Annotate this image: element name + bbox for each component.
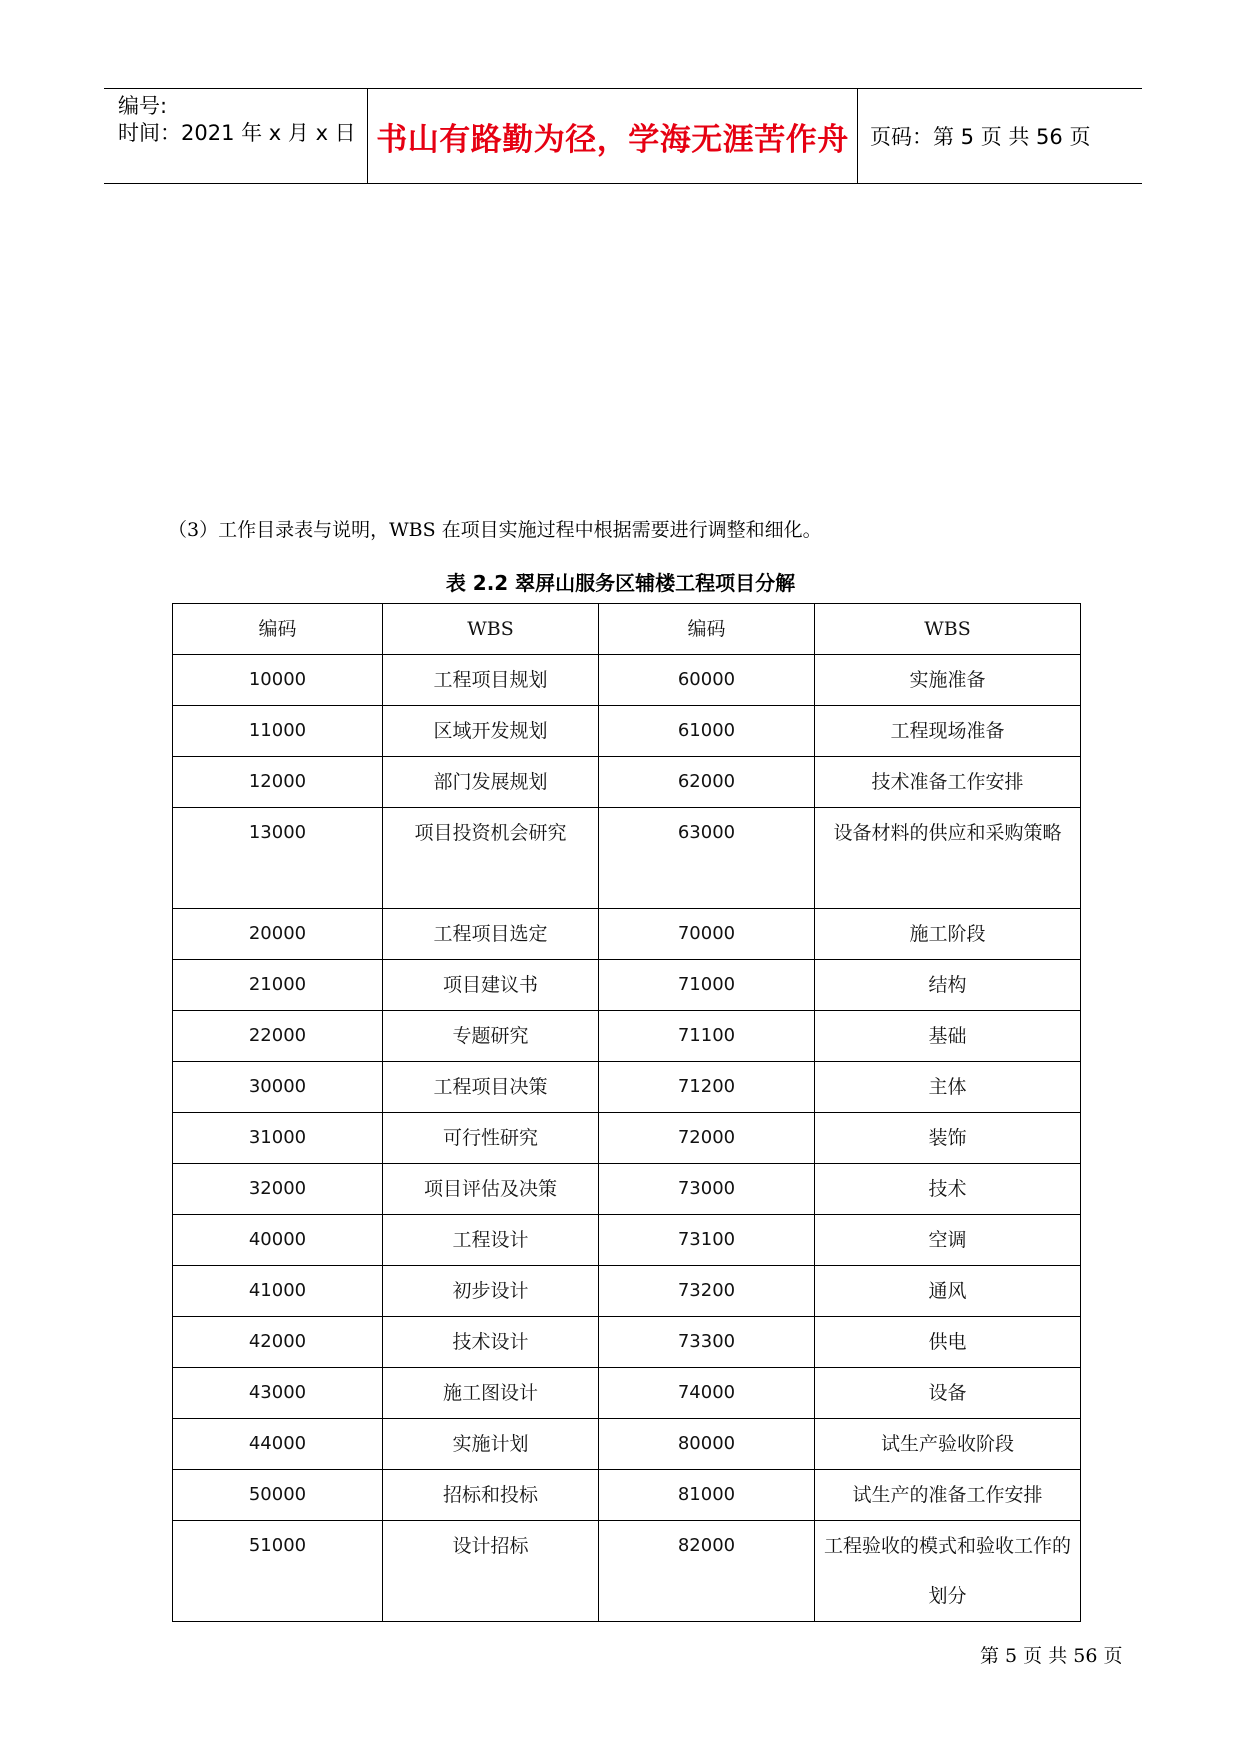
table-row [173,1419,1081,1470]
wbs-cell: 主体 [815,1062,1081,1113]
wbs-cell: 项目评估及决策 [383,1164,599,1215]
time-label: 时间：2021 年 x 月 x 日 [118,121,356,145]
wbs-cell: 空调 [815,1215,1081,1266]
wbs-cell: 基础 [815,1011,1081,1062]
wbs-cell: 技术准备工作安排 [815,757,1081,808]
wbs-cell: 区域开发规划 [383,706,599,757]
code-cell: 32000 [173,1164,383,1215]
code-cell: 62000 [599,757,815,808]
table-row [173,1062,1081,1113]
wbs-cell: 项目建议书 [383,960,599,1011]
code-cell: 20000 [173,909,383,960]
wbs-cell: 工程设计 [383,1215,599,1266]
wbs-cell: 设计招标 [383,1521,599,1622]
wbs-cell: 结构 [815,960,1081,1011]
code-cell: 31000 [173,1113,383,1164]
wbs-cell: 施工阶段 [815,909,1081,960]
wbs-cell: 可行性研究 [383,1113,599,1164]
table-row [173,1521,1081,1622]
table-row [173,1215,1081,1266]
wbs-cell: 供电 [815,1317,1081,1368]
wbs-cell: 工程项目选定 [383,909,599,960]
code-cell: 44000 [173,1419,383,1470]
code-cell: 73100 [599,1215,815,1266]
code-cell: 72000 [599,1113,815,1164]
code-cell: 71200 [599,1062,815,1113]
wbs-cell: 实施准备 [815,655,1081,706]
wbs-cell: 工程项目决策 [383,1062,599,1113]
table-row [173,1368,1081,1419]
code-cell: 50000 [173,1470,383,1521]
wbs-cell: 通风 [815,1266,1081,1317]
number-label: 编号: [118,94,168,118]
wbs-cell: 施工图设计 [383,1368,599,1419]
page-footer: 第 5 页 共 56 页 [980,1645,1123,1667]
table-caption: 表 2.2 翠屏山服务区辅楼工程项目分解 [445,571,796,595]
table-row [173,706,1081,757]
code-cell: 22000 [173,1011,383,1062]
table-row [173,655,1081,706]
wbs-cell: 试生产验收阶段 [815,1419,1081,1470]
table-header-row [173,604,1081,655]
code-cell: 74000 [599,1368,815,1419]
wbs-cell: 设备材料的供应和采购策略 [815,808,1081,909]
header-cell-code: 编码 [599,604,815,655]
table-row [173,960,1081,1011]
code-cell: 81000 [599,1470,815,1521]
wbs-cell: 初步设计 [383,1266,599,1317]
table-row [173,1266,1081,1317]
code-cell: 40000 [173,1215,383,1266]
wbs-cell: 试生产的准备工作安排 [815,1470,1081,1521]
wbs-cell: 技术 [815,1164,1081,1215]
code-cell: 73300 [599,1317,815,1368]
header-cell-wbs: WBS [815,604,1081,655]
code-cell: 73000 [599,1164,815,1215]
code-cell: 71000 [599,960,815,1011]
code-cell: 70000 [599,909,815,960]
wbs-cell: 实施计划 [383,1419,599,1470]
code-cell: 63000 [599,808,815,909]
wbs-cell: 工程现场准备 [815,706,1081,757]
table-row [173,1470,1081,1521]
code-cell: 12000 [173,757,383,808]
table-row [173,1113,1081,1164]
header-cell-code: 编码 [173,604,383,655]
code-cell: 42000 [173,1317,383,1368]
header-cell-wbs: WBS [383,604,599,655]
wbs-cell: 工程验收的模式和验收工作的划分 [815,1521,1081,1622]
code-cell: 30000 [173,1062,383,1113]
wbs-cell: 招标和投标 [383,1470,599,1521]
wbs-cell: 装饰 [815,1113,1081,1164]
wbs-cell: 部门发展规划 [383,757,599,808]
header-page-label: 页码：第 5 页 共 56 页 [870,125,1091,149]
code-cell: 41000 [173,1266,383,1317]
code-cell: 43000 [173,1368,383,1419]
code-cell: 51000 [173,1521,383,1622]
page-header [104,88,1142,184]
code-cell: 82000 [599,1521,815,1622]
code-cell: 73200 [599,1266,815,1317]
header-motto: 书山有路勤为径，学海无涯苦作舟 [368,89,858,183]
table-row [173,1011,1081,1062]
code-cell: 71100 [599,1011,815,1062]
code-cell: 61000 [599,706,815,757]
wbs-cell: 设备 [815,1368,1081,1419]
header-meta [104,89,368,183]
code-cell: 80000 [599,1419,815,1470]
code-cell: 10000 [173,655,383,706]
table-row [173,1317,1081,1368]
wbs-cell: 技术设计 [383,1317,599,1368]
intro-paragraph: （3）工作目录表与说明，WBS 在项目实施过程中根据需要进行调整和细化。 [168,519,822,541]
wbs-cell: 项目投资机会研究 [383,808,599,909]
code-cell: 11000 [173,706,383,757]
code-cell: 21000 [173,960,383,1011]
table-row [173,1164,1081,1215]
wbs-table [172,603,1081,1622]
table-row [173,909,1081,960]
code-cell: 60000 [599,655,815,706]
wbs-cell: 工程项目规划 [383,655,599,706]
wbs-cell: 专题研究 [383,1011,599,1062]
table-row [173,808,1081,909]
table-row [173,757,1081,808]
code-cell: 13000 [173,808,383,909]
